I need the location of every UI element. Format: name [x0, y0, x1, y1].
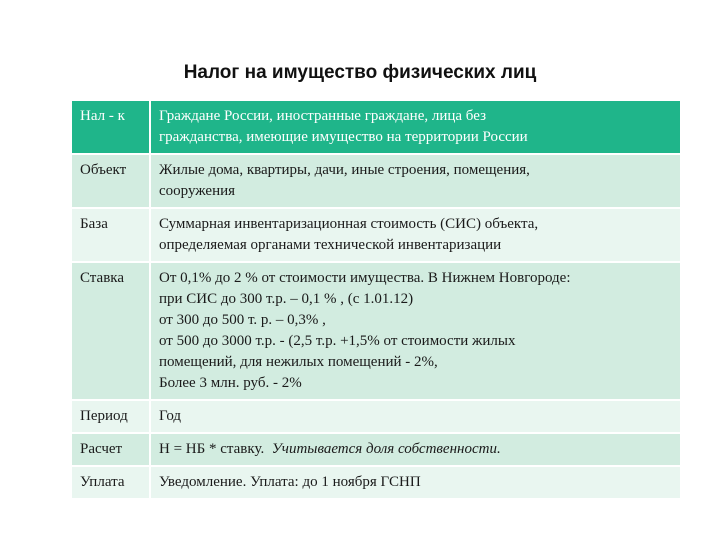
text-line: определяемая органами технической инвентаризации	[159, 237, 502, 253]
text-line: Жилые дома, квартиры, дачи, иные строения, помещения,	[159, 162, 530, 178]
row-text	[150, 433, 680, 466]
row-label: База	[72, 208, 150, 262]
table-row-object	[72, 154, 680, 208]
table-row-period	[72, 400, 680, 433]
table-row-rate	[72, 262, 680, 400]
row-label: Ставка	[72, 262, 150, 400]
text-line: От 0,1% до 2 % от стоимости имущества. В Нижнем Новгороде:	[159, 270, 571, 286]
text-line: сооружения	[159, 183, 236, 199]
text-line: гражданства, имеющие имущество на территории России	[159, 129, 528, 145]
text-line: при СИС до 300 т.р. – 0,1 % , (с 1.01.12)	[159, 291, 414, 307]
row-text	[150, 262, 680, 400]
text-line: Суммарная инвентаризационная стоимость (СИС) объекта,	[159, 216, 539, 232]
header-text	[150, 101, 680, 154]
tax-table	[72, 101, 680, 500]
text-line: от 500 до 3000 т.р. - (2,5 т.р. +1,5% от стоимости жилых	[159, 333, 516, 349]
text-line: Год	[159, 408, 182, 424]
row-label: Период	[72, 400, 150, 433]
table-row-base	[72, 208, 680, 262]
row-text	[150, 466, 680, 499]
text-line: Уведомление. Уплата: до 1 ноября ГСНП	[159, 474, 421, 490]
table-row-payment	[72, 466, 680, 499]
header-label: Нал - к	[72, 101, 150, 154]
text-line: Граждане России, иностранные граждане, лица без	[159, 108, 487, 124]
row-text	[150, 208, 680, 262]
text-line: помещений, для нежилых помещений - 2%,	[159, 354, 438, 370]
note-text: Учитывается доля собственности.	[271, 441, 501, 457]
page-title: Налог на имущество физических лиц	[183, 62, 537, 83]
row-label: Уплата	[72, 466, 150, 499]
row-text	[150, 400, 680, 433]
formula-text: Н = НБ * ставку.	[159, 441, 265, 457]
text-line: Более 3 млн. руб. - 2%	[159, 375, 302, 391]
row-label: Объект	[72, 154, 150, 208]
row-label: Расчет	[72, 433, 150, 466]
table-row-calculation	[72, 433, 680, 466]
table-header-row	[72, 101, 680, 154]
text-line: от 300 до 500 т. р. – 0,3% ,	[159, 312, 326, 328]
row-text	[150, 154, 680, 208]
